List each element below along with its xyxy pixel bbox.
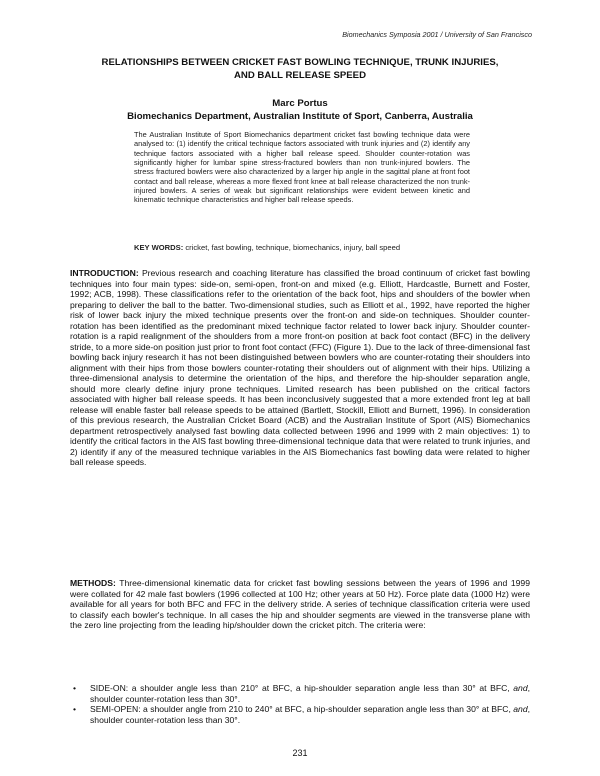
criterion-tail: , shoulder counter-rotation less than 30°.	[90, 704, 530, 725]
bullet: •	[73, 704, 77, 714]
title-line-2: AND BALL RELEASE SPEED	[233, 70, 367, 81]
methods-text: Three-dimensional kinematic data for cricket fast bowling sessions between the years of 1996 and 1999 were collated for 42 male fast bowlers (1996 collected at 100 Hz; other years at 50 Hz). Force plate data (1000 Hz) were available for all years for both BFC and FFC in the delivery stride. A series of technique classification criteria were used to classify each bowler's technique. In all cases the hip and shoulder segments are viewed in the transverse plane with the zero line projecting from the leading hip/shoulder down the cricket pitch. The criteria were:	[70, 578, 530, 630]
list-item	[70, 683, 530, 704]
author-affiliation: Biomechanics Department, Australian Institute of Sport, Canberra, Australia	[127, 110, 473, 122]
bullet: •	[73, 683, 77, 693]
keywords-list: cricket, fast bowling, technique, biomechanics, injury, ball speed	[185, 243, 401, 252]
list-item	[70, 704, 530, 725]
author-name: Marc Portus	[272, 98, 328, 109]
keywords-label: KEY WORDS:	[134, 243, 184, 252]
author-block	[70, 98, 530, 123]
criterion-text: SIDE-ON: a shoulder angle less than 210° at BFC, a hip-shoulder separation angle less than 30° at BFC,	[90, 683, 514, 693]
keywords	[134, 243, 470, 252]
criterion-tail: , shoulder counter-rotation less than 30°.	[90, 683, 530, 704]
criterion-text: SEMI-OPEN: a shoulder angle from 210 to 240° at BFC, a hip-shoulder separation angle less than 30° at BFC,	[90, 704, 514, 714]
criterion-and: and	[513, 683, 528, 693]
introduction-section	[70, 268, 530, 468]
running-head: Biomechanics Symposia 2001 / University of San Francisco	[342, 30, 532, 39]
methods-section	[70, 578, 530, 631]
criterion-and: and	[513, 704, 528, 714]
title-line-1: RELATIONSHIPS BETWEEN CRICKET FAST BOWLING TECHNIQUE, TRUNK INJURIES,	[101, 57, 499, 68]
abstract: The Australian Institute of Sport Biomechanics department cricket fast bowling technique data were analysed to: (1) identify the critical technique factors associated with trunk injuries and (2) identify any technique factors associated with a higher ball release speed. Shoulder counter-rotation was significantly higher for lumbar spine stress-fractured bowlers than non trunk-injured bowlers. The stress fractured bowlers were also characterized by a larger hip angle in the sagittal plane at front foot contact and ball release, whereas a more flexed front knee at ball release characterized the non trunk-injured bowlers. A series of weak but significant relationships were evident between kinetic and kinematic technique characteristics and higher ball release speeds.	[134, 130, 470, 205]
criteria-list	[70, 683, 530, 725]
introduction-text: Previous research and coaching literature has classified the broad continuum of cricket fast bowling techniques into four main types: side-on, semi-open, front-on and mixed (e.g. Elliott, Hardcastle, Burnett and Foster, 1992; ACB, 1998). These classifications refer to the orientation of the back foot, hips and shoulders of the bowler when preparing to deliver the ball to the batter. Two-dimensional studies, such as Elliott et al., 1992, have reported the higher risk of lower back injury the mixed technique presents over the front-on and side-on techniques. Shoulder counter-rotation has been identified as the predominant mixed technique factor related to lower back injury. Shoulder counter-rotation is a rapid realignment of the shoulders from a more front-on position at back foot contact (BFC) in the delivery stride, to a more side-on position just prior to front foot contact (FFC) (Figure 1). Due to the lack of three-dimensional fast bowling back injury research it has not been distinguished between bowlers who are counter-rotating their shoulders into alignment with their hips from those bowlers counter-rotating their shoulders out of alignment with their hips. Utilizing a three-dimensional analysis to determine the orientation of the hips, and therefore the hip-shoulder separation angle, should more clearly define injury prone techniques. Limited research has been published on the critical factors associated with higher ball release speeds. It has been inconclusively suggested that a more extended front leg at ball release will enable faster ball release speeds to be attained (Bartlett, Stockill, Elliott and Burnett, 1996). In consideration of this previous research, the Australian Cricket Board (ACB) and the Australian Institute of Sport (AIS) Biomechanics department retrospectively analysed fast bowling data collected between 1996 and 1999 with 2 main objectives: 1) to identify the critical factors in the AIS fast bowling three-dimensional technique data that were related to trunk injuries, and 2) identify if any of the measured technique variables in the AIS Biomechanics fast bowling data were related to higher ball release speeds.	[70, 268, 530, 467]
introduction-heading: INTRODUCTION:	[70, 268, 139, 278]
methods-heading: METHODS:	[70, 578, 116, 588]
paper-title	[70, 56, 530, 82]
page-number: 231	[292, 748, 308, 758]
